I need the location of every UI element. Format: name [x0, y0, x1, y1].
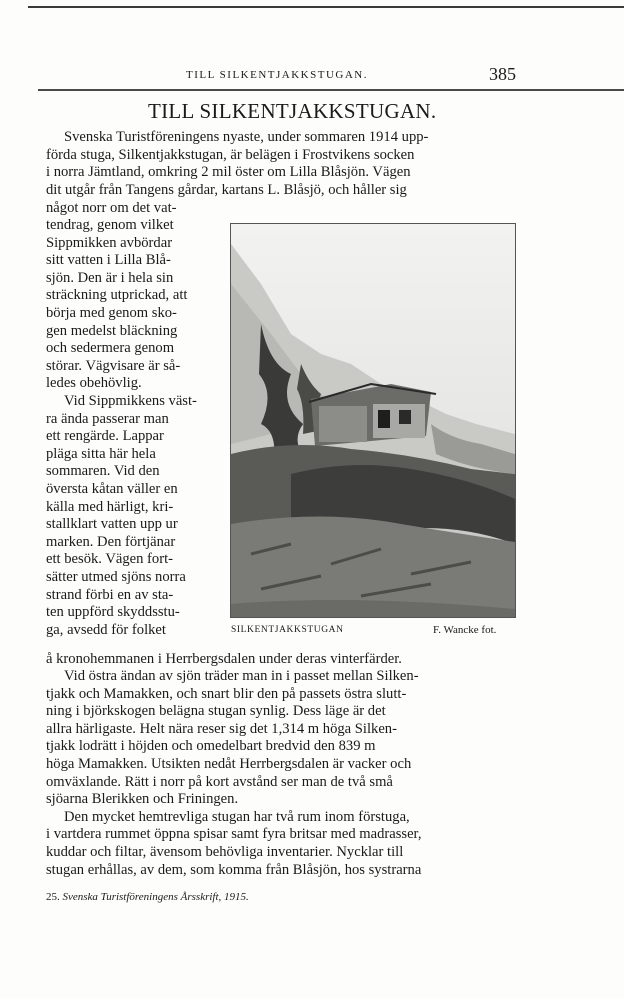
text-line: Vid Sippmikkens väst- — [64, 393, 197, 410]
text-line: marken. Den förtjänar — [46, 533, 176, 550]
page-footer — [46, 891, 249, 903]
narrow-column — [46, 200, 219, 640]
text-line: stallklart vatten upp ur — [46, 516, 178, 533]
text-line: källa med härligt, kri- — [46, 498, 174, 515]
text-line: översta kåtan väller en — [46, 481, 178, 497]
footer-source: Svenska Turistföreningens Årsskrift, 1915. — [62, 891, 249, 903]
text-line: gen medelst bläckning — [46, 322, 178, 339]
text-line: störar. Vägvisare är så- — [46, 357, 181, 374]
text-line: sommaren. Vid den — [46, 463, 160, 480]
text-line: sitt vatten i Lilla Blå- — [46, 252, 171, 269]
text-line: pläga sitta här hela — [46, 445, 156, 462]
header-rule — [38, 89, 624, 91]
intro-paragraph — [46, 129, 514, 199]
text-line: allra härligaste. Helt nära reser sig det 1,314 m höga Silken- — [46, 720, 397, 737]
cabin-photo-image — [231, 224, 515, 617]
text-line: strand förbi en av sta- — [46, 586, 174, 603]
page-number: 385 — [489, 64, 516, 84]
text-line: i vartdera rummet öppna spisar samt fyra britsar med madrasser, — [46, 826, 422, 843]
text-line: sätter utmed sjöns norra — [46, 568, 186, 585]
running-title: TILL SILKENTJAKKSTUGAN. — [186, 69, 368, 81]
text-line: å kronohemmanen i Herrbergsdalen under deras vinterfärder. — [46, 650, 402, 667]
text-line: ett besök. Vägen fort- — [46, 551, 173, 568]
text-line: börja med genom sko- — [46, 305, 177, 322]
text-line: höga Mamakken. Utsikten nedåt Herrbergsdalen är vacker och — [46, 756, 412, 773]
text-line: i norra Jämtland, omkring 2 mil öster om Lilla Blåsjön. Vägen — [46, 164, 411, 181]
text-line: ning i björkskogen belägna stugan synlig. Dess läge är det — [46, 703, 386, 720]
text-line: ga, avsedd för folket — [46, 621, 166, 638]
text-line: sträckning utprickad, att — [46, 287, 188, 304]
text-line: ett rengärde. Lappar — [46, 428, 164, 445]
text-line: något norr om det vat- — [46, 199, 177, 216]
text-line: tendrag, genom vilket — [46, 217, 174, 234]
text-line: tjakk lodrätt i höjden och omedelbart bredvid den 839 m — [46, 738, 376, 755]
top-border — [28, 6, 624, 8]
article-title: TILL SILKENTJAKKSTUGAN. — [148, 99, 437, 123]
text-line: Sippmikken avbördar — [46, 234, 173, 251]
text-line: sjön. Den är i hela sin — [46, 269, 174, 286]
text-line: Svenska Turistföreningens nyaste, under sommaren 1914 upp- — [64, 129, 429, 145]
continuation-paragraphs — [46, 651, 514, 880]
text-line: stugan erhållas, av dem, som komma från Blåsjön, hos systrarna — [46, 861, 422, 878]
footer-number: 25. — [46, 891, 60, 903]
text-line: ten uppförd skyddsstu- — [46, 604, 180, 621]
text-line: kuddar och filtar, ävensom behövliga inventarier. Nycklar till — [46, 844, 404, 861]
text-line: förda stuga, Silkentjakkstugan, är belägen i Frostvikens socken — [46, 146, 415, 163]
text-line: dit utgår från Tangens gårdar, kartans L. Blåsjö, och håller sig — [46, 181, 407, 198]
photo-caption: SILKENTJAKKSTUGAN — [231, 625, 344, 635]
photo-credit: F. Wancke fot. — [433, 624, 497, 636]
text-line: omväxlande. Rätt i norr på kort avstånd ser man de två små — [46, 773, 393, 790]
text-line: Vid östra ändan av sjön träder man in i passet mellan Silken- — [64, 668, 419, 685]
cabin-photograph — [230, 223, 516, 618]
text-line: ledes obehövlig. — [46, 375, 142, 392]
text-line: tjakk och Mamakken, och snart blir den på passets östra slutt- — [46, 685, 407, 702]
text-line: Den mycket hemtrevliga stugan har två rum inom förstuga, — [64, 808, 410, 825]
text-line: och sedermera genom — [46, 340, 175, 357]
text-line: ra ända passerar man — [46, 410, 169, 427]
text-line: sjöarna Blerikken och Friningen. — [46, 791, 239, 808]
